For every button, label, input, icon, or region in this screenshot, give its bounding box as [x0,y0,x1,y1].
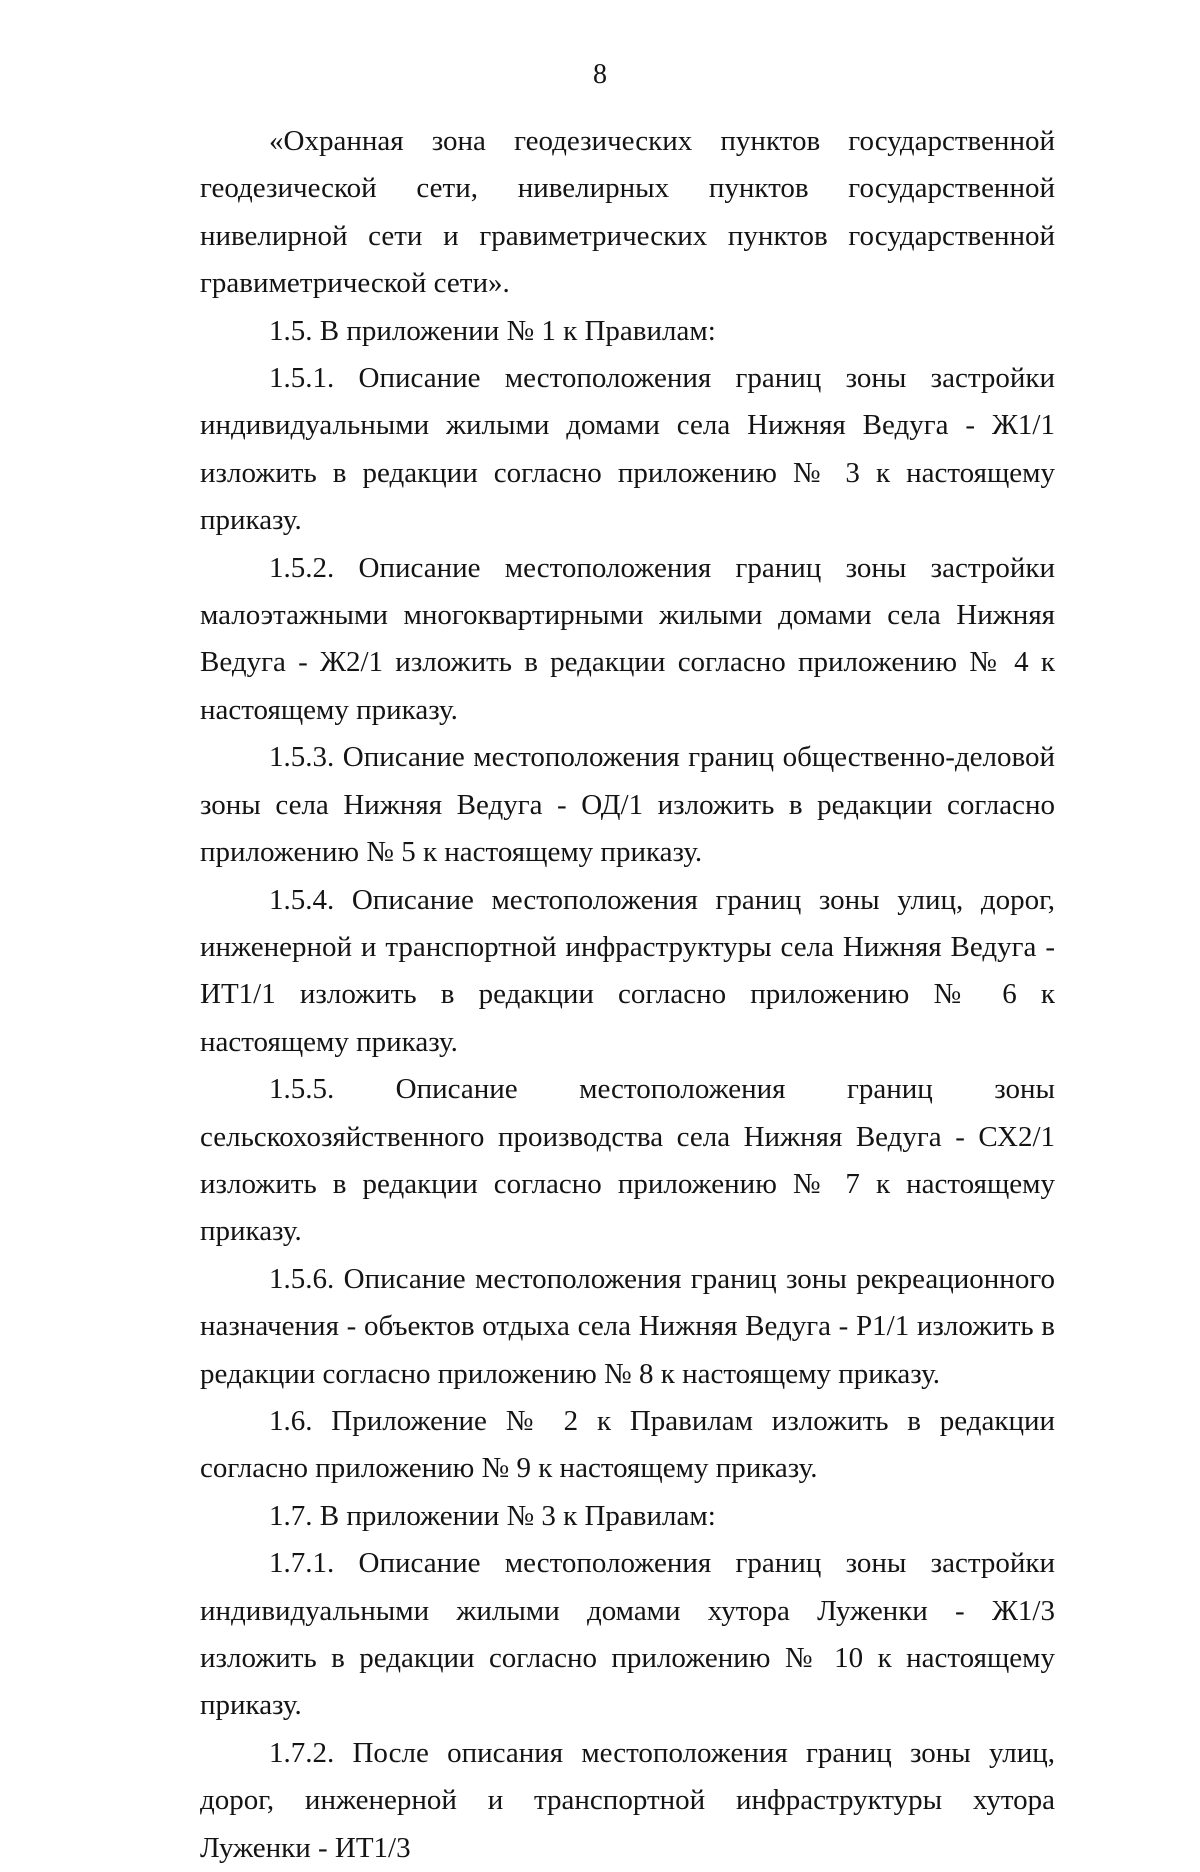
paragraph-1-7: 1.7. В приложении № 3 к Правилам: [269,1499,716,1532]
document-body [200,118,1055,1872]
paragraph-1-7-1: 1.7.1. Описание местоположения границ зоны застройки индивидуальными жилыми домами хутора Луженки - Ж1/3 изложить в редакции согласно приложению № 10 к настоящему приказу. [200,1547,1055,1722]
paragraph-1-5-6: 1.5.6. Описание местоположения границ зоны рекреационного назначения - объектов отдыха села Нижняя Ведуга - Р1/1 изложить в редакции согласно приложению № 8 к настоящему приказу. [200,1262,1055,1390]
paragraph-protection-zone-title: «Охранная зона геодезических пунктов государственной геодезической сети, нивелирных пунктов государственной нивелирной сети и гравиметрических пунктов государственной гравиметрической сети». [200,125,1055,300]
paragraph-1-5: 1.5. В приложении № 1 к Правилам: [269,314,716,347]
paragraph-1-7-2: 1.7.2. После описания местоположения границ зоны улиц, дорог, инженерной и транспортной инфраструктуры хутора Луженки - ИТ1/3 [200,1736,1055,1864]
page-number: 8 [593,59,607,90]
paragraph-1-5-1: 1.5.1. Описание местоположения границ зоны застройки индивидуальными жилыми домами села Нижняя Ведуга - Ж1/1 изложить в редакции согласно приложению № 3 к настоящему приказу. [200,362,1055,537]
paragraph-1-6: 1.6. Приложение № 2 к Правилам изложить в редакции согласно приложению № 9 к настоящему приказу. [200,1404,1055,1485]
paragraph-1-5-2: 1.5.2. Описание местоположения границ зоны застройки малоэтажными многоквартирными жилыми домами села Нижняя Ведуга - Ж2/1 изложить в редакции согласно приложению № 4 к настоящему приказу. [200,551,1055,726]
paragraph-1-5-5: 1.5.5. Описание местоположения границ зоны сельскохозяйственного производства села Нижняя Ведуга - СХ2/1 изложить в редакции согласно приложению № 7 к настоящему приказу. [200,1073,1055,1248]
paragraph-1-5-4: 1.5.4. Описание местоположения границ зоны улиц, дорог, инженерной и транспортной инфраструктуры села Нижняя Ведуга - ИТ1/1 изложить в редакции согласно приложению № 6 к настоящему приказу. [200,883,1055,1058]
paragraph-1-5-3: 1.5.3. Описание местоположения границ общественно-деловой зоны села Нижняя Ведуга - ОД/1 изложить в редакции согласно приложению № 5 к настоящему приказу. [200,741,1055,869]
